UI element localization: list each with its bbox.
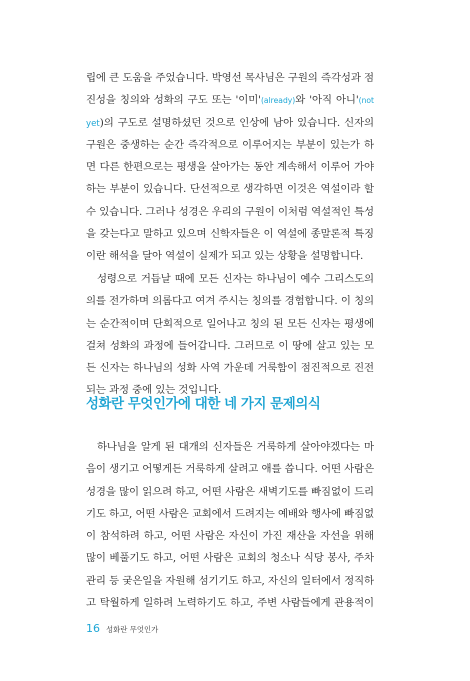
paragraph-1: [86, 67, 374, 268]
text-line: 많이 베풀기도 하고, 어떤 사람은 교회의 청소나 식당 봉사, 주차: [86, 552, 374, 565]
page-footer: [86, 622, 158, 635]
text-line: 고 탁월하게 일하려 노력하기도 하고, 주변 사람들에게 관용적이: [86, 597, 374, 610]
text-line: 을 갖는다고 말하고 있으며 신학자들은 이 역설에 종말론적 특징: [86, 228, 374, 241]
paragraph-3: [86, 436, 374, 614]
text-line: 면 다른 한편으로는 평생을 살아가는 동안 계속해서 이루어 가야: [86, 161, 374, 174]
text-line: 구원은 중생하는 순간 즉각적으로 이루어지는 부분이 있는가 하: [86, 138, 374, 151]
text-line: 성경을 많이 읽으려 하고, 어떤 사람은 새벽기도를 빠짐없이 드리: [86, 485, 374, 498]
text-line: 립에 큰 도움을 주었습니다. 박영선 목사님은 구원의 즉각성과 점: [86, 72, 374, 84]
page-number: 16: [86, 622, 100, 635]
section-heading: 성화란 무엇인가에 대한 네 가지 문제의식: [86, 397, 321, 412]
running-title: 성화란 무엇인가: [106, 625, 159, 634]
text-line: 성령으로 거듭날 때에 모든 신자는 하나님이 예수 그리스도의: [97, 273, 374, 285]
text-line: 이란 해석을 달아 역설이 실제가 되고 있는 상황을 설명합니다.: [86, 250, 364, 263]
text-line: 기도 하고, 어떤 사람은 교회에서 드려지는 예배와 행사에 빠짐없: [86, 507, 374, 520]
text-line-rest: )의 구도로 설명하셨던 것으로 인상에 남아 있습니다. 신자의: [99, 116, 374, 129]
text-line: 의를 전가하며 의롭다고 여겨 주시는 칭의를 경험합니다. 이 칭의: [86, 295, 374, 308]
text-line: 진성을 칭의와 성화의 구도 또는 '이미'(already)와 '아직 아니'(not: [86, 94, 374, 107]
text-line: 든 신자는 하나님의 성화 사역 가운데 거룩함이 점진적으로 진전: [86, 362, 374, 375]
text-line: [86, 112, 374, 134]
text-line: 하는 부분이 있습니다. 단선적으로 생각하면 이것은 역설이라 할: [86, 183, 374, 196]
text-line: 는 순간적이며 단회적으로 일어나고 칭의 된 모든 신자는 평생에: [86, 317, 374, 330]
text-line: 되는 과정 중에 있는 것입니다.: [86, 384, 222, 397]
text-line: 관리 등 궂은일을 자원해 섬기기도 하고, 자신의 일터에서 정직하: [86, 574, 374, 587]
term-yet: yet: [86, 118, 100, 129]
text-line: 이 참석하려 하고, 어떤 사람은 자신이 가진 재산을 자선을 위해: [86, 530, 374, 543]
text-line: 수 있습니다. 그러나 성경은 우리의 구원이 이처럼 역설적인 특성: [86, 205, 374, 218]
text-line: 걸쳐 성화의 과정에 들어갑니다. 그러므로 이 땅에 살고 있는 모: [86, 339, 374, 352]
term-already: (already): [260, 96, 296, 106]
term-not: (not: [358, 96, 374, 106]
text-line: 하나님을 알게 된 대개의 신자들은 거룩하게 살아야겠다는 마: [97, 441, 374, 453]
text-line: 음이 생기고 어떻게든 거룩하게 살려고 애를 씁니다. 어떤 사람은: [86, 463, 374, 476]
paragraph-2: [86, 268, 374, 402]
